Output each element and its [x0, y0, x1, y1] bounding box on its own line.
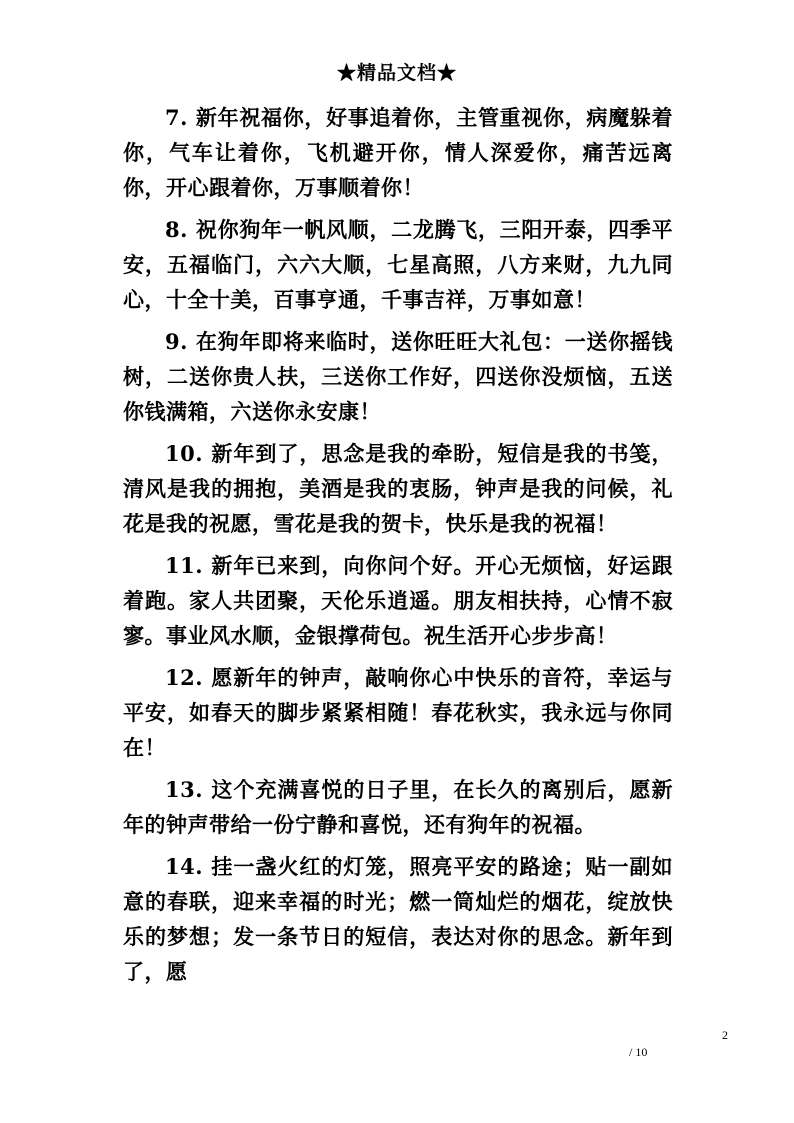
- document-body: [123, 100, 673, 989]
- page-number: 2: [722, 1028, 728, 1042]
- paragraph-11: 11. 新年已来到，向你问个好。开心无烦恼，好运跟着跑。家人共团聚，天伦乐逍遥。朋友相扶持，心情不寂寥。事业风水顺，金银撑荷包。祝生活开心步步高！: [123, 553, 673, 648]
- paragraph-14: 14. 挂一盏火红的灯笼，照亮平安的路途；贴一副如意的春联，迎来幸福的时光；燃一筒灿烂的烟花，绽放快乐的梦想；发一条节日的短信，表达对你的思念。新年到了，愿: [123, 854, 673, 984]
- document-header-title: ★精品文档★: [336, 62, 457, 84]
- paragraph-12: 12. 愿新年的钟声，敲响你心中快乐的音符，幸运与平安，如春天的脚步紧紧相随！春花秋实，我永远与你同在！: [123, 665, 673, 760]
- paragraph-8: 8. 祝你狗年一帆风顺，二龙腾飞，三阳开泰，四季平安，五福临门，六六大顺，七星高照，八方来财，九九同心，十全十美，百事亨通，千事吉祥，万事如意！: [123, 217, 673, 312]
- page-total: / 10: [629, 1045, 648, 1059]
- paragraph-9: 9. 在狗年即将来临时，送你旺旺大礼包：一送你摇钱树，二送你贵人扶，三送你工作好，四送你没烦恼，五送你钱满箱，六送你永安康！: [123, 329, 673, 424]
- paragraph-13: 13. 这个充满喜悦的日子里，在长久的离别后，愿新年的钟声带给一份宁静和喜悦，还有狗年的祝福。: [123, 777, 673, 837]
- paragraph-7: 7. 新年祝福你，好事追着你，主管重视你，病魔躲着你，气车让着你，飞机避开你，情人深爱你，痛苦远离你，开心跟着你，万事顺着你！: [123, 105, 673, 200]
- paragraph-10: 10. 新年到了，思念是我的牵盼，短信是我的书笺，清风是我的拥抱，美酒是我的衷肠，钟声是我的问候，礼花是我的祝愿，雪花是我的贺卡，快乐是我的祝福！: [123, 441, 673, 536]
